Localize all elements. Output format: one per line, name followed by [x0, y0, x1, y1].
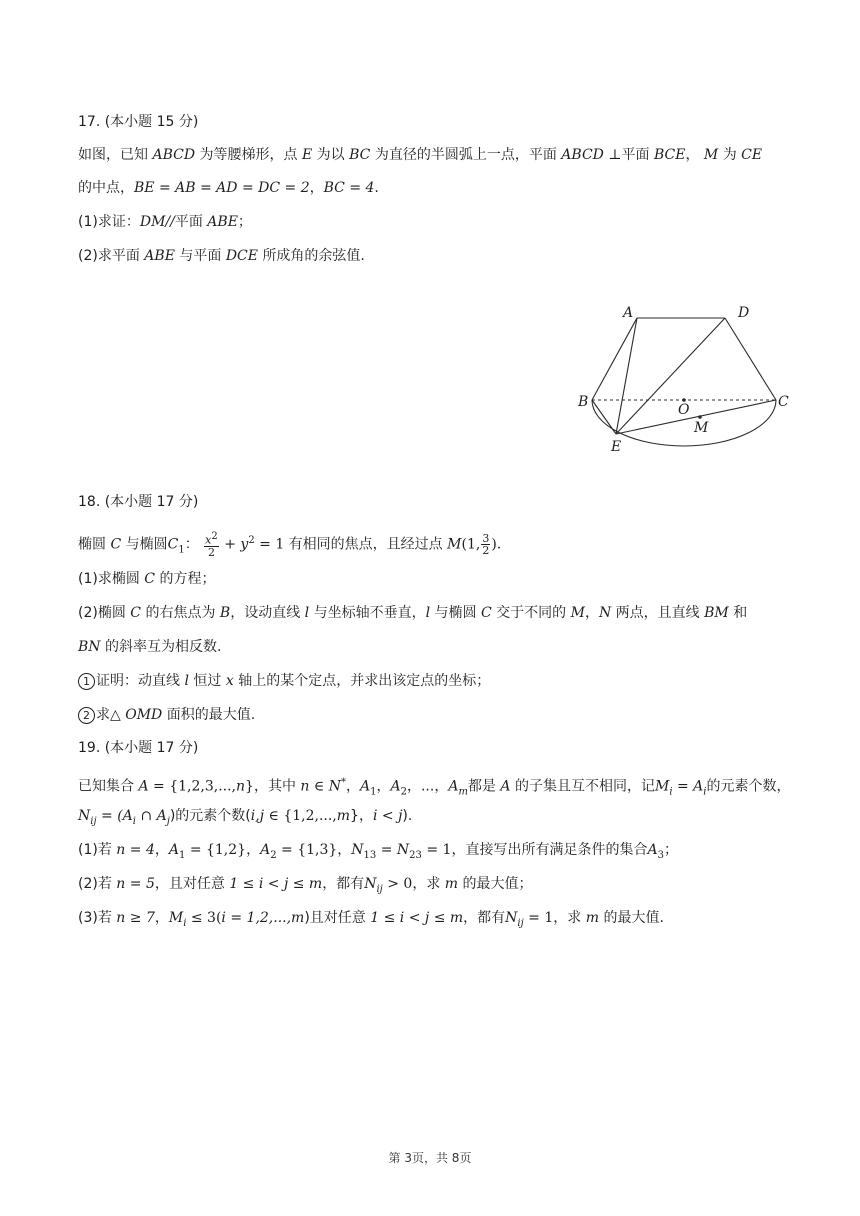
edge-BE: [592, 400, 616, 434]
q19-part3: (3)若 n ≥ 7，$M_i \le 3(i = 1,2,...,m)$且对任意 1 ≤ i < j ≤ m，都有$N_{ij} = 1$，求 m 的最大值.: [78, 910, 664, 929]
q17-part1: (1)求证：DM//平面 ABE；: [78, 214, 252, 230]
label-O: O: [678, 402, 690, 418]
q17-title: 17. (本小题 15 分): [78, 114, 199, 130]
edge-DC: [725, 318, 776, 400]
q17-intro-line2: 的中点，BE = AB = AD = DC = 2，BC = 4.: [78, 180, 379, 196]
label-C: C: [778, 394, 789, 410]
q18-part2-line2: BN 的斜率互为相反数.: [78, 639, 222, 655]
q18-part1: (1)求椭圆 C 的方程；: [78, 571, 216, 587]
edge-AE: [616, 318, 637, 434]
label-D: D: [738, 305, 750, 321]
q18-subpart1: 1 证明：动直线 l 恒过 x 轴上的某个定点，并求出该定点的坐标；: [78, 671, 490, 691]
label-E: E: [611, 439, 622, 455]
label-A: A: [623, 305, 634, 321]
q18-subpart2: 2 求△ OMD 面积的最大值.: [78, 705, 255, 725]
label-M: M: [694, 420, 709, 436]
q19-title: 19. (本小题 17 分): [78, 740, 199, 756]
q19-intro-line2: $N_{ij} = (A_i$ ∩ $A_j$)的元素个数(i,j ∈ {1,2,...,m}，i < j).: [78, 808, 413, 827]
q17-intro-line1: 如图，已知 ABCD 为等腰梯形，点 E 为以 BC 为直径的半圆弧上一点，平面 ABCD ⊥平面 BCE， M 为 CE: [78, 147, 763, 163]
label-B: B: [578, 394, 589, 410]
q17-part2: (2)求平面 ABE 与平面 DCE 所成角的余弦值.: [78, 248, 365, 264]
q19-part1: (1)若 n = 4，$A_1 = \{1,2\}$，$A_2 = \{1,3\}$，$N_{13} = N_{23} = 1$，直接写出所有满足条件的集合$A_3$；: [78, 842, 678, 861]
q18-part2-line1: (2)椭圆 C 的右焦点为 B，设动直线 l 与坐标轴不垂直，l 与椭圆 C 交于不同的 M，N 两点，且直线 BM 和: [78, 605, 748, 621]
q18-title: 18. (本小题 17 分): [78, 494, 199, 510]
trapezoid-semicircle-figure: [568, 298, 798, 460]
point-M: [698, 415, 702, 419]
q18-intro: 椭圆 C 与椭圆$C_1$： $\frac{x^2}{2}$ + $y^2 = 1$ 有相同的焦点，且经过点 M(1, $\frac{3}{2}$ ).: [78, 531, 502, 559]
q19-intro-line1: 已知集合 A = {1,2,3,...,n}，其中 n ∈ N*，$A_1$，$A_2$，...，$A_m$都是 A 的子集且互不相同，记$M_i = A_i$的元素个数，: [78, 777, 791, 798]
edge-DE: [616, 318, 725, 434]
edge-AB: [592, 318, 637, 400]
q19-part2: (2)若 n = 5，且对任意 1 ≤ i < j ≤ m，都有$N_{ij} > 0$，求 m 的最大值；: [78, 876, 533, 895]
page-footer: 第 3页，共 8页: [388, 1151, 472, 1165]
